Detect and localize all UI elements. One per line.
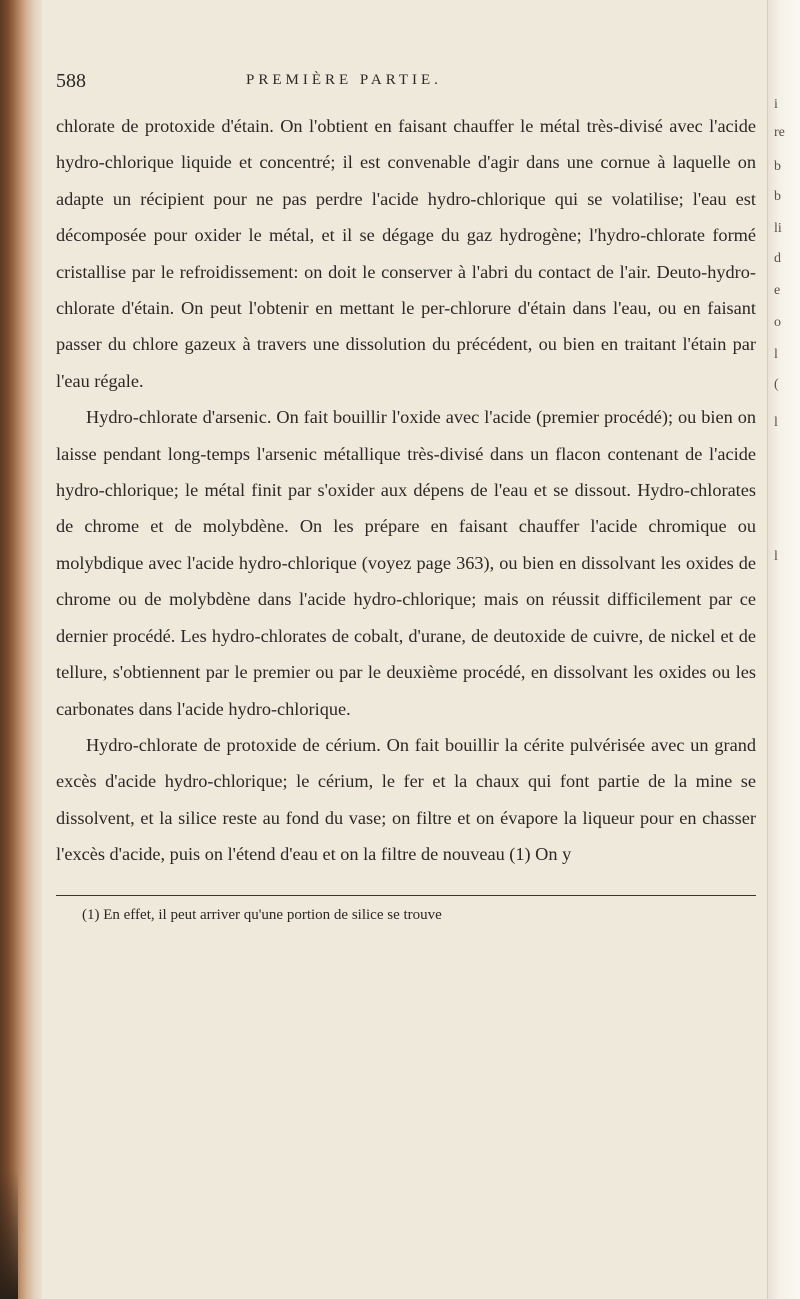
- margin-fragment: o: [774, 315, 781, 330]
- book-page: [56, 70, 756, 926]
- paragraph: Hydro-chlorate d'arsenic. On fait bouillir l'oxide avec l'acide (premier procédé); ou bien on laisse pendant long-temps l'arsenic métallique très-divisé dans un flacon contenant de l'acide hydro-chlorique; le métal finit par s'oxider aux dépens de l'eau et se dissout. Hydro-chlorates de chrome et de molybdène. On les prépare en faisant chauffer l'acide chromique ou molybdique avec l'acide hydro-chlorique (voyez page 363), ou bien en dissolvant les oxides de chrome ou de molybdène dans l'acide hydro-chlorique; mais on réussit difficilement par ce dernier procédé. Les hydro-chlorates de cobalt, d'urane, de deutoxide de cuivre, de nickel et de tellure, s'obtiennent par le premier ou par le deuxième procédé, en dissolvant les oxides ou les carbonates dans l'acide hydro-chlorique.: [56, 407, 756, 719]
- margin-fragment: b: [774, 159, 781, 174]
- paragraph: chlorate de protoxide d'étain. On l'obtient en faisant chauffer le métal très-divisé avec l'acide hydro-chlorique liquide et concentré; il est convenable d'agir dans une cornue à laquelle on adapte un récipient pour ne pas perdre l'acide hydro-chlorique qui se volatilise; l'eau est décomposée pour oxider le métal, et il se dégage du gaz hydrogène; l'hydro-chlorate formé cristallise par le refroidissement: on doit le conserver à l'abri du contact de l'air. Deuto-hydro-chlorate d'étain. On peut l'obtenir en mettant le per-chlorure d'étain dans l'eau, ou en faisant passer du chlore gazeux à travers une dissolution du précédent, ou bien en traitant l'étain par l'eau régale.: [56, 116, 756, 391]
- paragraph: Hydro-chlorate de protoxide de cérium. On fait bouillir la cérite pulvérisée avec un grand excès d'acide hydro-chlorique; le cérium, le fer et la chaux qui font partie de la mine se dissolvent, et la silice reste au fond du vase; on filtre et on évapore la liqueur pour en chasser l'excès d'acide, puis on l'étend d'eau et on la filtre de nouveau (1) On y: [56, 734, 756, 865]
- margin-fragment: b: [774, 189, 781, 204]
- margin-fragment: li: [774, 221, 782, 236]
- footnote-rule: [56, 895, 756, 896]
- margin-fragment: l: [774, 549, 778, 564]
- book-binding-gutter: [0, 0, 42, 1299]
- page-number: 588: [56, 70, 86, 92]
- running-head: [56, 70, 756, 102]
- adjacent-page-edge: [767, 0, 800, 1299]
- margin-fragment: l: [774, 415, 778, 430]
- margin-fragment: e: [774, 283, 781, 298]
- binding-shadow: [0, 1170, 18, 1299]
- running-title: PREMIÈRE PARTIE.: [246, 72, 442, 88]
- margin-fragment: i: [774, 97, 778, 112]
- body-text: [56, 108, 756, 873]
- margin-fragment: l: [774, 347, 778, 362]
- footnote: (1) En effet, il peut arriver qu'une portion de silice se trouve: [82, 906, 442, 923]
- margin-fragment: (: [774, 377, 779, 392]
- margin-fragment: d: [774, 251, 781, 266]
- margin-fragment: re: [774, 125, 785, 140]
